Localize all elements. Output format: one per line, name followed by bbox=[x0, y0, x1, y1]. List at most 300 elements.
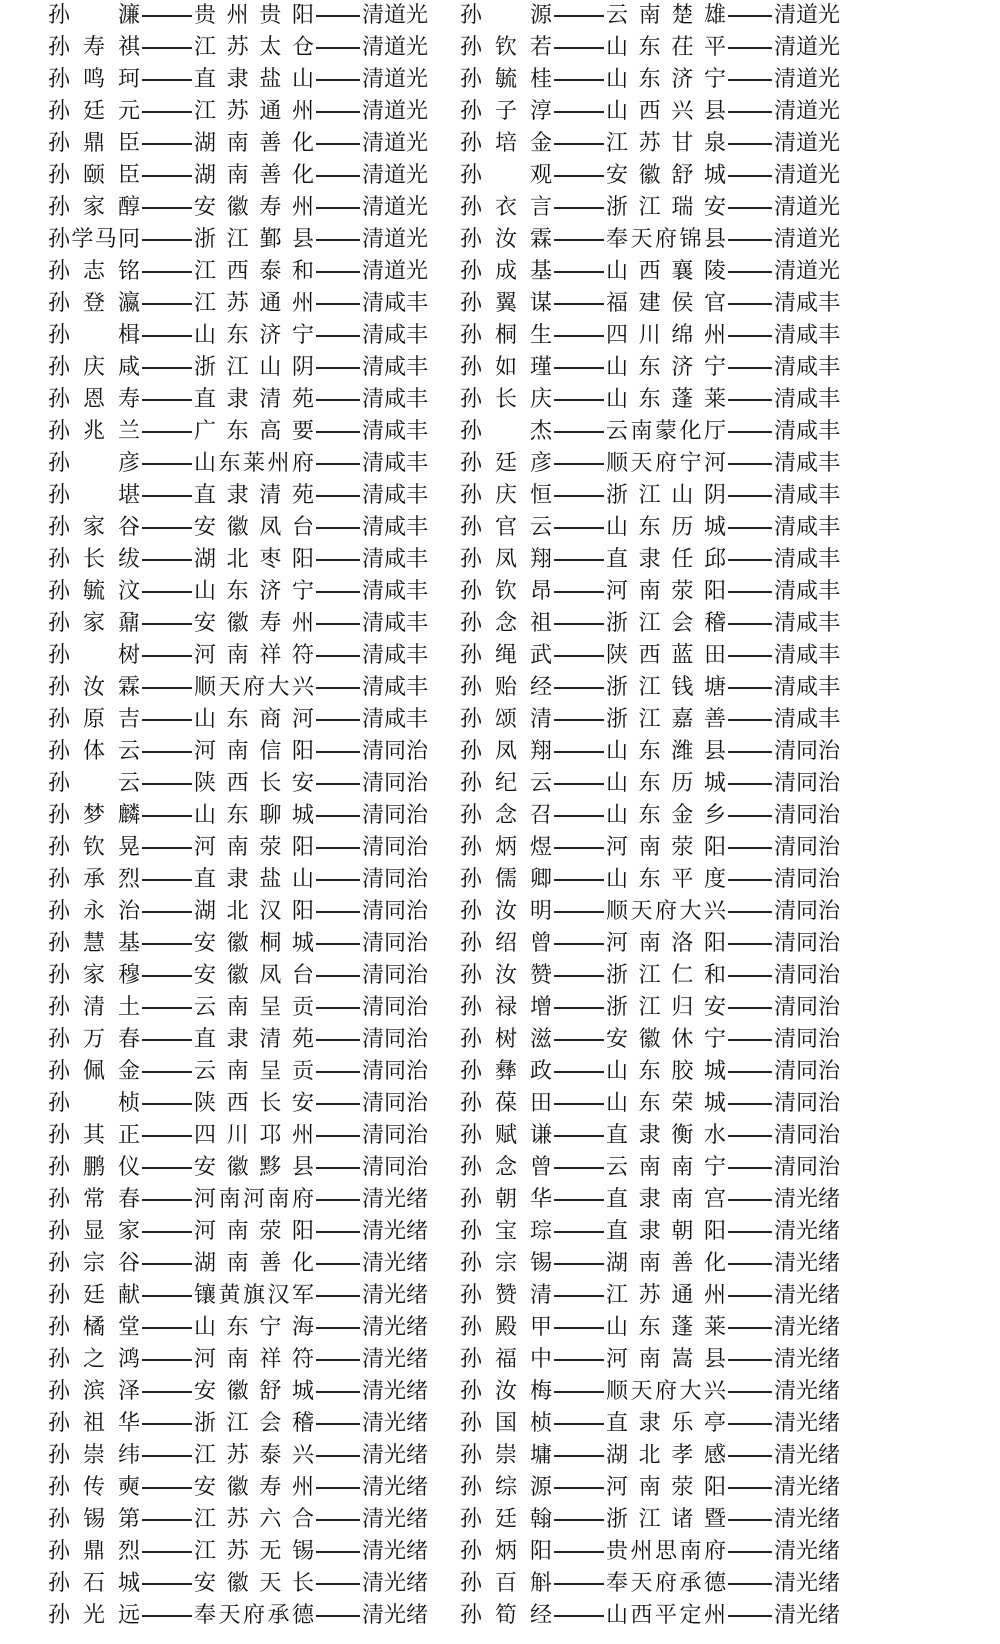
era-label: 清光绪 bbox=[774, 1315, 841, 1340]
native-place: 安徽寿州 bbox=[194, 195, 314, 220]
era-label: 清道光 bbox=[362, 3, 429, 28]
native-place: 云南呈贡 bbox=[194, 1059, 314, 1084]
person-name: 孙廷翰 bbox=[460, 1507, 552, 1532]
dash-separator bbox=[554, 1039, 604, 1041]
person-name: 孙其正 bbox=[48, 1123, 140, 1148]
native-place: 山东济宁 bbox=[606, 355, 726, 380]
native-place: 湖北枣阳 bbox=[194, 547, 314, 572]
list-item bbox=[460, 800, 920, 832]
dash-separator bbox=[554, 527, 604, 529]
era-label: 清光绪 bbox=[774, 1507, 841, 1532]
era-label: 清同治 bbox=[362, 1027, 429, 1052]
dash-separator bbox=[554, 111, 604, 113]
left-column bbox=[48, 0, 508, 1632]
list-item bbox=[48, 1184, 508, 1216]
person-name: 孙福中 bbox=[460, 1347, 552, 1372]
person-name: 孙廷献 bbox=[48, 1283, 140, 1308]
native-place: 山东聊城 bbox=[194, 803, 314, 828]
person-name: 孙庆咸 bbox=[48, 355, 140, 380]
native-place: 广东高要 bbox=[194, 419, 314, 444]
era-label: 清咸丰 bbox=[362, 355, 429, 380]
dash-separator bbox=[728, 1167, 772, 1169]
dash-separator bbox=[142, 1519, 192, 1521]
list-item bbox=[460, 864, 920, 896]
native-place: 江苏六合 bbox=[194, 1507, 314, 1532]
list-item bbox=[48, 224, 508, 256]
native-place: 直隶南宫 bbox=[606, 1187, 726, 1212]
list-item bbox=[48, 864, 508, 896]
person-name: 孙鼎臣 bbox=[48, 131, 140, 156]
dash-separator bbox=[554, 303, 604, 305]
dash-separator bbox=[554, 1167, 604, 1169]
native-place: 湖南善化 bbox=[194, 131, 314, 156]
era-label: 清同治 bbox=[362, 1091, 429, 1116]
native-place: 浙江会稽 bbox=[606, 611, 726, 636]
dash-separator bbox=[554, 655, 604, 657]
person-name: 孙宝琮 bbox=[460, 1219, 552, 1244]
dash-separator bbox=[554, 1135, 604, 1137]
dash-separator bbox=[142, 1167, 192, 1169]
native-place: 江苏通州 bbox=[194, 291, 314, 316]
dash-separator bbox=[728, 1615, 772, 1617]
dash-separator bbox=[728, 207, 772, 209]
dash-separator bbox=[554, 719, 604, 721]
dash-separator bbox=[554, 1231, 604, 1233]
era-label: 清咸丰 bbox=[362, 611, 429, 636]
list-item bbox=[460, 256, 920, 288]
dash-separator bbox=[142, 111, 192, 113]
native-place: 山东莱州府 bbox=[194, 451, 314, 476]
dash-separator bbox=[554, 783, 604, 785]
dash-separator bbox=[142, 559, 192, 561]
era-label: 清同治 bbox=[362, 899, 429, 924]
person-name: 孙万春 bbox=[48, 1027, 140, 1052]
native-place: 顺天府大兴 bbox=[606, 899, 726, 924]
list-item bbox=[48, 1152, 508, 1184]
dash-separator bbox=[554, 943, 604, 945]
list-item bbox=[460, 1248, 920, 1280]
native-place: 江苏甘泉 bbox=[606, 131, 726, 156]
list-item bbox=[48, 64, 508, 96]
era-label: 清光绪 bbox=[362, 1475, 429, 1500]
dash-separator bbox=[728, 335, 772, 337]
dash-separator bbox=[728, 15, 772, 17]
era-label: 清咸丰 bbox=[362, 643, 429, 668]
person-name: 孙 楫 bbox=[48, 323, 140, 348]
list-item bbox=[460, 512, 920, 544]
dash-separator bbox=[554, 1423, 604, 1425]
dash-separator bbox=[728, 559, 772, 561]
dash-separator bbox=[316, 303, 360, 305]
dash-separator bbox=[554, 335, 604, 337]
era-label: 清道光 bbox=[774, 131, 841, 156]
dash-separator bbox=[728, 175, 772, 177]
dash-separator bbox=[316, 1391, 360, 1393]
dash-separator bbox=[728, 1359, 772, 1361]
person-name: 孙炳阳 bbox=[460, 1539, 552, 1564]
dash-separator bbox=[316, 1007, 360, 1009]
list-item bbox=[48, 1344, 508, 1376]
native-place: 直隶盐山 bbox=[194, 67, 314, 92]
dash-separator bbox=[728, 783, 772, 785]
era-label: 清道光 bbox=[362, 131, 429, 156]
dash-separator bbox=[728, 239, 772, 241]
person-name: 孙家谷 bbox=[48, 515, 140, 540]
list-item bbox=[460, 448, 920, 480]
era-label: 清同治 bbox=[362, 995, 429, 1020]
list-item bbox=[48, 896, 508, 928]
dash-separator bbox=[142, 1295, 192, 1297]
dash-separator bbox=[728, 463, 772, 465]
dash-separator bbox=[316, 527, 360, 529]
dash-separator bbox=[728, 1263, 772, 1265]
dash-separator bbox=[728, 1071, 772, 1073]
list-item bbox=[460, 704, 920, 736]
person-name: 孙橘堂 bbox=[48, 1315, 140, 1340]
native-place: 山东济宁 bbox=[194, 323, 314, 348]
era-label: 清咸丰 bbox=[774, 675, 841, 700]
native-place: 安徽舒城 bbox=[194, 1379, 314, 1404]
person-name: 孙翼谋 bbox=[460, 291, 552, 316]
list-item bbox=[48, 0, 508, 32]
era-label: 清咸丰 bbox=[774, 419, 841, 444]
era-label: 清咸丰 bbox=[362, 291, 429, 316]
native-place: 江苏太仓 bbox=[194, 35, 314, 60]
person-name: 孙登瀛 bbox=[48, 291, 140, 316]
dash-separator bbox=[316, 399, 360, 401]
list-item bbox=[460, 352, 920, 384]
native-place: 河南祥符 bbox=[194, 643, 314, 668]
dash-separator bbox=[554, 1199, 604, 1201]
era-label: 清道光 bbox=[362, 227, 429, 252]
era-label: 清道光 bbox=[774, 259, 841, 284]
list-item bbox=[48, 320, 508, 352]
list-item bbox=[460, 928, 920, 960]
dash-separator bbox=[728, 1199, 772, 1201]
list-item bbox=[460, 192, 920, 224]
era-label: 清咸丰 bbox=[362, 451, 429, 476]
era-label: 清光绪 bbox=[774, 1475, 841, 1500]
era-label: 清光绪 bbox=[362, 1187, 429, 1212]
person-name: 孙颐臣 bbox=[48, 163, 140, 188]
native-place: 直隶清苑 bbox=[194, 483, 314, 508]
dash-separator bbox=[316, 463, 360, 465]
dash-separator bbox=[316, 47, 360, 49]
list-item bbox=[460, 1280, 920, 1312]
dash-separator bbox=[554, 431, 604, 433]
list-item bbox=[460, 896, 920, 928]
era-label: 清道光 bbox=[774, 99, 841, 124]
person-name: 孙滨泽 bbox=[48, 1379, 140, 1404]
list-item bbox=[460, 1472, 920, 1504]
dash-separator bbox=[316, 1071, 360, 1073]
person-name: 孙长绂 bbox=[48, 547, 140, 572]
dash-separator bbox=[316, 879, 360, 881]
list-item bbox=[48, 1472, 508, 1504]
list-item bbox=[460, 64, 920, 96]
dash-separator bbox=[554, 175, 604, 177]
dash-separator bbox=[728, 1327, 772, 1329]
native-place: 顺天府宁河 bbox=[606, 451, 726, 476]
native-place: 浙江山阴 bbox=[194, 355, 314, 380]
dash-separator bbox=[554, 911, 604, 913]
list-item bbox=[48, 288, 508, 320]
native-place: 陕西蓝田 bbox=[606, 643, 726, 668]
list-item bbox=[48, 32, 508, 64]
person-name: 孙 杰 bbox=[460, 419, 552, 444]
person-name: 孙朝华 bbox=[460, 1187, 552, 1212]
native-place: 山西襄陵 bbox=[606, 259, 726, 284]
dash-separator bbox=[728, 431, 772, 433]
dash-separator bbox=[728, 1231, 772, 1233]
era-label: 清咸丰 bbox=[774, 387, 841, 412]
era-label: 清道光 bbox=[774, 227, 841, 252]
person-name: 孙廷彦 bbox=[460, 451, 552, 476]
list-item bbox=[460, 1536, 920, 1568]
native-place: 安徽黟县 bbox=[194, 1155, 314, 1180]
native-place: 浙江鄞县 bbox=[194, 227, 314, 252]
person-name: 孙永治 bbox=[48, 899, 140, 924]
native-place: 山东历城 bbox=[606, 771, 726, 796]
person-name: 孙赞清 bbox=[460, 1283, 552, 1308]
native-place: 山东济宁 bbox=[194, 579, 314, 604]
native-place: 安徽天长 bbox=[194, 1571, 314, 1596]
dash-separator bbox=[142, 1199, 192, 1201]
era-label: 清同治 bbox=[774, 963, 841, 988]
dash-separator bbox=[728, 1487, 772, 1489]
native-place: 湖北汉阳 bbox=[194, 899, 314, 924]
person-name: 孙宗谷 bbox=[48, 1251, 140, 1276]
dash-separator bbox=[142, 751, 192, 753]
dash-separator bbox=[728, 719, 772, 721]
person-name: 孙兆兰 bbox=[48, 419, 140, 444]
person-name: 孙综源 bbox=[460, 1475, 552, 1500]
native-place: 奉天府锦县 bbox=[606, 227, 726, 252]
era-label: 清咸丰 bbox=[362, 323, 429, 348]
era-label: 清咸丰 bbox=[774, 611, 841, 636]
list-item bbox=[460, 576, 920, 608]
list-item bbox=[460, 768, 920, 800]
person-name: 孙绍曾 bbox=[460, 931, 552, 956]
native-place: 河南祥符 bbox=[194, 1347, 314, 1372]
list-item bbox=[48, 1600, 508, 1632]
dash-separator bbox=[728, 1135, 772, 1137]
person-name: 孙祖华 bbox=[48, 1411, 140, 1436]
dash-separator bbox=[728, 111, 772, 113]
era-label: 清光绪 bbox=[774, 1603, 841, 1628]
person-name: 孙廷元 bbox=[48, 99, 140, 124]
native-place: 湖南善化 bbox=[194, 163, 314, 188]
person-name: 孙汝赞 bbox=[460, 963, 552, 988]
dash-separator bbox=[142, 1487, 192, 1489]
native-place: 浙江仁和 bbox=[606, 963, 726, 988]
native-place: 湖北孝感 bbox=[606, 1443, 726, 1468]
dash-separator bbox=[316, 943, 360, 945]
era-label: 清光绪 bbox=[362, 1443, 429, 1468]
person-name: 孙体云 bbox=[48, 739, 140, 764]
list-item bbox=[460, 672, 920, 704]
dash-separator bbox=[316, 1167, 360, 1169]
era-label: 清同治 bbox=[362, 835, 429, 860]
person-name: 孙梦麟 bbox=[48, 803, 140, 828]
list-item bbox=[460, 384, 920, 416]
native-place: 奉天府承德 bbox=[606, 1571, 726, 1596]
era-label: 清同治 bbox=[362, 867, 429, 892]
native-place: 顺天府大兴 bbox=[606, 1379, 726, 1404]
list-item bbox=[48, 416, 508, 448]
person-name: 孙石城 bbox=[48, 1571, 140, 1596]
dash-separator bbox=[316, 367, 360, 369]
dash-separator bbox=[142, 1423, 192, 1425]
era-label: 清光绪 bbox=[362, 1379, 429, 1404]
dash-separator bbox=[728, 1007, 772, 1009]
era-label: 清咸丰 bbox=[362, 419, 429, 444]
era-label: 清光绪 bbox=[362, 1283, 429, 1308]
person-name: 孙子淳 bbox=[460, 99, 552, 124]
era-label: 清咸丰 bbox=[362, 707, 429, 732]
native-place: 云南蒙化厅 bbox=[606, 419, 726, 444]
dash-separator bbox=[316, 1583, 360, 1585]
dash-separator bbox=[142, 303, 192, 305]
era-label: 清光绪 bbox=[774, 1379, 841, 1404]
person-name: 孙葆田 bbox=[460, 1091, 552, 1116]
era-label: 清同治 bbox=[362, 771, 429, 796]
list-item bbox=[48, 832, 508, 864]
person-name: 孙汝梅 bbox=[460, 1379, 552, 1404]
era-label: 清咸丰 bbox=[362, 579, 429, 604]
era-label: 清光绪 bbox=[362, 1315, 429, 1340]
dash-separator bbox=[554, 239, 604, 241]
native-place: 浙江会稽 bbox=[194, 1411, 314, 1436]
dash-separator bbox=[554, 1391, 604, 1393]
dash-separator bbox=[728, 367, 772, 369]
era-label: 清道光 bbox=[774, 3, 841, 28]
person-name: 孙百斛 bbox=[460, 1571, 552, 1596]
dash-separator bbox=[316, 655, 360, 657]
native-place: 贵州贵阳 bbox=[194, 3, 314, 28]
era-label: 清咸丰 bbox=[362, 547, 429, 572]
dash-separator bbox=[554, 559, 604, 561]
native-place: 山东茌平 bbox=[606, 35, 726, 60]
list-item bbox=[460, 0, 920, 32]
era-label: 清同治 bbox=[774, 1059, 841, 1084]
person-name: 孙崇墉 bbox=[460, 1443, 552, 1468]
dash-separator bbox=[142, 1263, 192, 1265]
person-name: 孙炳煜 bbox=[460, 835, 552, 860]
native-place: 山东济宁 bbox=[606, 67, 726, 92]
native-place: 浙江嘉善 bbox=[606, 707, 726, 732]
era-label: 清同治 bbox=[774, 771, 841, 796]
list-item bbox=[460, 1120, 920, 1152]
era-label: 清同治 bbox=[774, 931, 841, 956]
dash-separator bbox=[142, 879, 192, 881]
dash-separator bbox=[142, 1359, 192, 1361]
era-label: 清同治 bbox=[362, 931, 429, 956]
person-name: 孙佩金 bbox=[48, 1059, 140, 1084]
native-place: 直隶清苑 bbox=[194, 387, 314, 412]
dash-separator bbox=[316, 143, 360, 145]
person-name: 孙培金 bbox=[460, 131, 552, 156]
list-item bbox=[48, 736, 508, 768]
native-place: 江苏通州 bbox=[194, 99, 314, 124]
person-name: 孙长庆 bbox=[460, 387, 552, 412]
era-label: 清道光 bbox=[362, 99, 429, 124]
dash-separator bbox=[554, 1327, 604, 1329]
list-item bbox=[460, 480, 920, 512]
list-item bbox=[48, 1376, 508, 1408]
dash-separator bbox=[554, 1615, 604, 1617]
dash-separator bbox=[316, 1487, 360, 1489]
dash-separator bbox=[316, 719, 360, 721]
native-place: 河南荥阳 bbox=[606, 579, 726, 604]
dash-separator bbox=[316, 15, 360, 17]
person-name: 孙鹏仪 bbox=[48, 1155, 140, 1180]
dash-separator bbox=[316, 1519, 360, 1521]
person-name: 孙儒卿 bbox=[460, 867, 552, 892]
dash-separator bbox=[142, 1071, 192, 1073]
list-item bbox=[460, 1312, 920, 1344]
dash-separator bbox=[554, 687, 604, 689]
dash-separator bbox=[316, 687, 360, 689]
person-name: 孙之鸿 bbox=[48, 1347, 140, 1372]
dash-separator bbox=[142, 79, 192, 81]
dash-separator bbox=[142, 623, 192, 625]
dash-separator bbox=[142, 1103, 192, 1105]
list-item bbox=[460, 608, 920, 640]
era-label: 清光绪 bbox=[362, 1219, 429, 1244]
native-place: 山西兴县 bbox=[606, 99, 726, 124]
dash-separator bbox=[728, 623, 772, 625]
native-place: 河南信阳 bbox=[194, 739, 314, 764]
person-name: 孙官云 bbox=[460, 515, 552, 540]
list-item bbox=[48, 1216, 508, 1248]
native-place: 陕西长安 bbox=[194, 1091, 314, 1116]
dash-separator bbox=[554, 815, 604, 817]
list-item bbox=[460, 832, 920, 864]
era-label: 清光绪 bbox=[362, 1411, 429, 1436]
list-item bbox=[460, 1344, 920, 1376]
dash-separator bbox=[316, 1615, 360, 1617]
list-item bbox=[460, 640, 920, 672]
era-label: 清咸丰 bbox=[774, 707, 841, 732]
era-label: 清同治 bbox=[774, 1123, 841, 1148]
dash-separator bbox=[554, 47, 604, 49]
dash-separator bbox=[142, 15, 192, 17]
era-label: 清同治 bbox=[362, 1123, 429, 1148]
era-label: 清光绪 bbox=[774, 1283, 841, 1308]
dash-separator bbox=[316, 591, 360, 593]
era-label: 清道光 bbox=[774, 35, 841, 60]
dash-separator bbox=[728, 1423, 772, 1425]
native-place: 浙江瑞安 bbox=[606, 195, 726, 220]
dash-separator bbox=[554, 15, 604, 17]
person-name: 孙清土 bbox=[48, 995, 140, 1020]
era-label: 清光绪 bbox=[362, 1507, 429, 1532]
dash-separator bbox=[142, 943, 192, 945]
native-place: 山东蓬莱 bbox=[606, 387, 726, 412]
list-item bbox=[48, 1088, 508, 1120]
dash-separator bbox=[316, 559, 360, 561]
era-label: 清光绪 bbox=[774, 1443, 841, 1468]
native-place: 奉天府承德 bbox=[194, 1603, 314, 1628]
person-name: 孙汝明 bbox=[460, 899, 552, 924]
dash-separator bbox=[554, 975, 604, 977]
native-place: 顺天府大兴 bbox=[194, 675, 314, 700]
person-name: 孙 堪 bbox=[48, 483, 140, 508]
dash-separator bbox=[728, 47, 772, 49]
native-place: 云南南宁 bbox=[606, 1155, 726, 1180]
person-name: 孙国桢 bbox=[460, 1411, 552, 1436]
